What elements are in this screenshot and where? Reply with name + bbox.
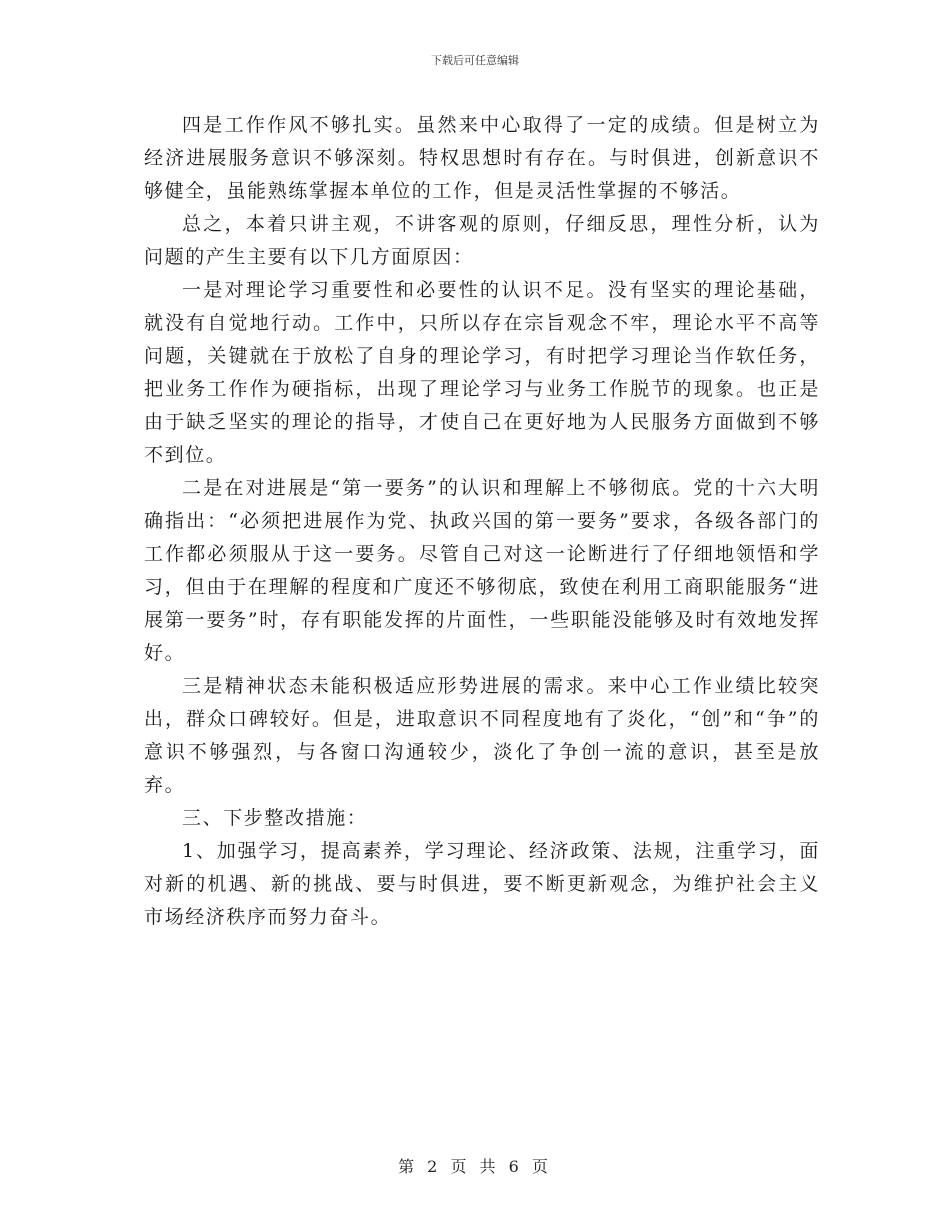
document-body xyxy=(144,109,820,934)
paragraph-summary: 总之，本着只讲主观，不讲客观的原则，仔细反思，理性分析，认为问题的产生主要有以下几方面原因： xyxy=(144,213,820,268)
paragraph-cause-two: 二是在对进展是“第一要务”的认识和理解上不够彻底。党的十六大明确指出：“必须把进展作为党、执政兴国的第一要务”要求，各级各部门的工作都必须服从于这一要务。尽管自己对这一论断进行了仔细地领悟和学习，但由于在理解的程度和广度还不够彻底，致使在利用工商职能服务“进展第一要务”时，存有职能发挥的片面性，一些职能没能够及时有效地发挥好。 xyxy=(144,477,820,664)
page-header: 下载后可任意编辑 xyxy=(431,54,519,67)
paragraph-measure-one: 1、加强学习，提高素养，学习理论、经济政策、法规，注重学习，面对新的机遇、新的挑战、要与时俱进，要不断更新观念，为维护社会主义市场经济秩序而努力奋斗。 xyxy=(144,840,820,928)
paragraph-cause-three: 三是精神状态未能积极适应形势进展的需求。来中心工作业绩比较突出，群众口碑较好。但是，进取意识不同程度地有了炎化，“创”和“争”的意识不够强烈，与各窗口沟通较少，淡化了争创一流的意识，甚至是放弃。 xyxy=(144,675,820,796)
section-heading-measures: 三、下步整改措施： xyxy=(182,807,368,829)
paragraph-work-style: 四是工作作风不够扎实。虽然来中心取得了一定的成绩。但是树立为经济进展服务意识不够深刻。特权思想时有存在。与时俱进，创新意识不够健全，虽能熟练掌握本单位的工作，但是灵活性掌握的不够活。 xyxy=(144,114,820,202)
page-footer: 第 2 页 共 6 页 xyxy=(398,1157,552,1176)
paragraph-cause-one: 一是对理论学习重要性和必要性的认识不足。没有坚实的理论基础，就没有自觉地行动。工作中，只所以存在宗旨观念不牢，理论水平不高等问题，关键就在于放松了自身的理论学习，有时把学习理论当作软任务，把业务工作作为硬指标，出现了理论学习与业务工作脱节的现象。也正是由于缺乏坚实的理论的指导，才使自己在更好地为人民服务方面做到不够不到位。 xyxy=(144,279,820,466)
